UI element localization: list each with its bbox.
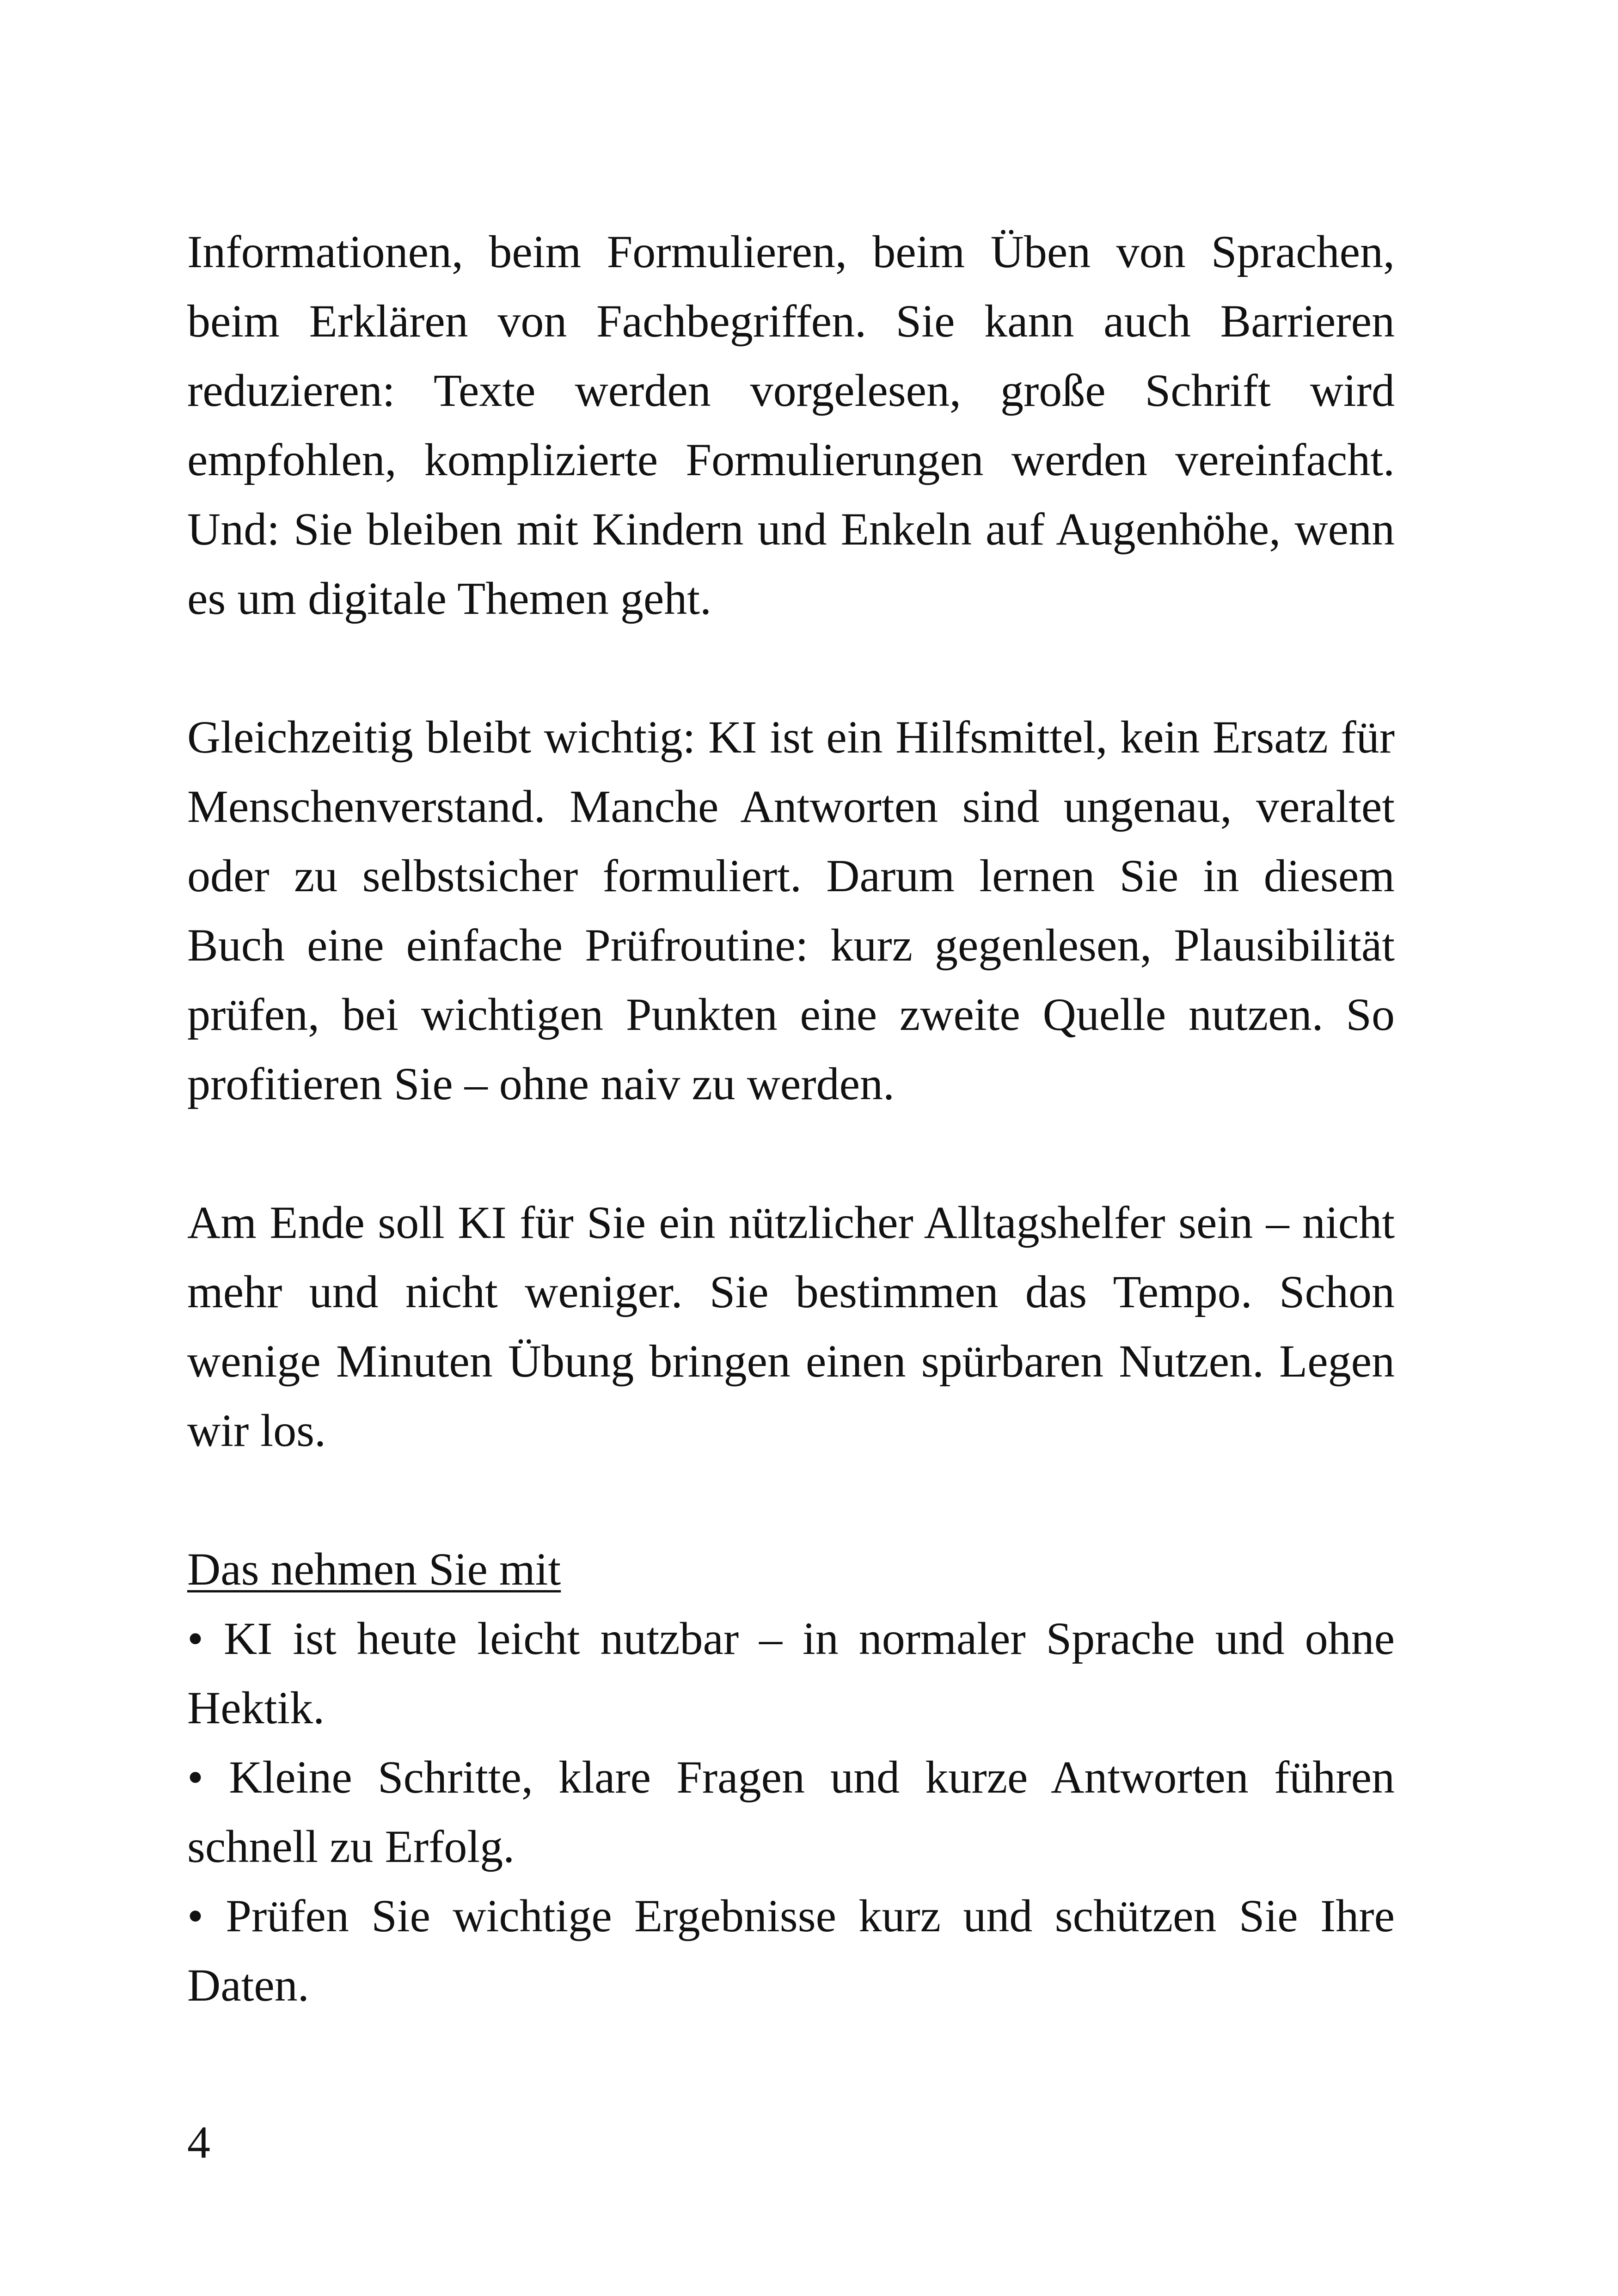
paragraph-1: Informationen, beim Formulieren, beim Üben von Sprachen, beim Erklären von Fachbegriffen. Sie kann auch Barrieren reduzieren: Texte werden vorgelesen, große Schrift wird empfohlen, komplizierte Formulierungen werden vereinfacht. Und: Sie bleiben mit Kindern und Enkeln auf Augenhöhe, wenn es um digitale Themen geht. [187,226,1395,624]
body-text [187,217,1395,2020]
takeaway-item: • Prüfen Sie wichtige Ergebnisse kurz und schützen Sie Ihre Daten. [187,1890,1395,2011]
paragraph-gap [187,1119,1395,1188]
paragraph-2: Gleichzeitig bleibt wichtig: KI ist ein Hilfsmittel, kein Ersatz für Menschenverstand. Manche Antworten sind ungenau, veraltet oder zu selbstsicher formuliert. Darum lernen Sie in diesem Buch eine einfache Prüfroutine: kurz gegenlesen, Plausibilität prüfen, bei wichtigen Punkten eine zweite Quelle nutzen. So profitieren Sie – ohne naiv zu werden. [187,711,1395,1109]
page-number: 4 [187,2117,210,2168]
paragraph-gap [187,1465,1395,1535]
paragraph-3: Am Ende soll KI für Sie ein nützlicher Alltagshelfer sein – nicht mehr und nicht weniger. Sie bestimmen das Tempo. Schon wenige Minuten Übung bringen einen spürbaren Nutzen. Legen wir los. [187,1197,1395,1456]
takeaway-item: • Kleine Schritte, klare Fragen und kurze Antworten führen schnell zu Erfolg. [187,1751,1395,1872]
takeaway-item: • KI ist heute leicht nutzbar – in normaler Sprache und ohne Hektik. [187,1613,1395,1733]
paragraph-gap [187,633,1395,703]
takeaways-heading: Das nehmen Sie mit [187,1543,561,1595]
